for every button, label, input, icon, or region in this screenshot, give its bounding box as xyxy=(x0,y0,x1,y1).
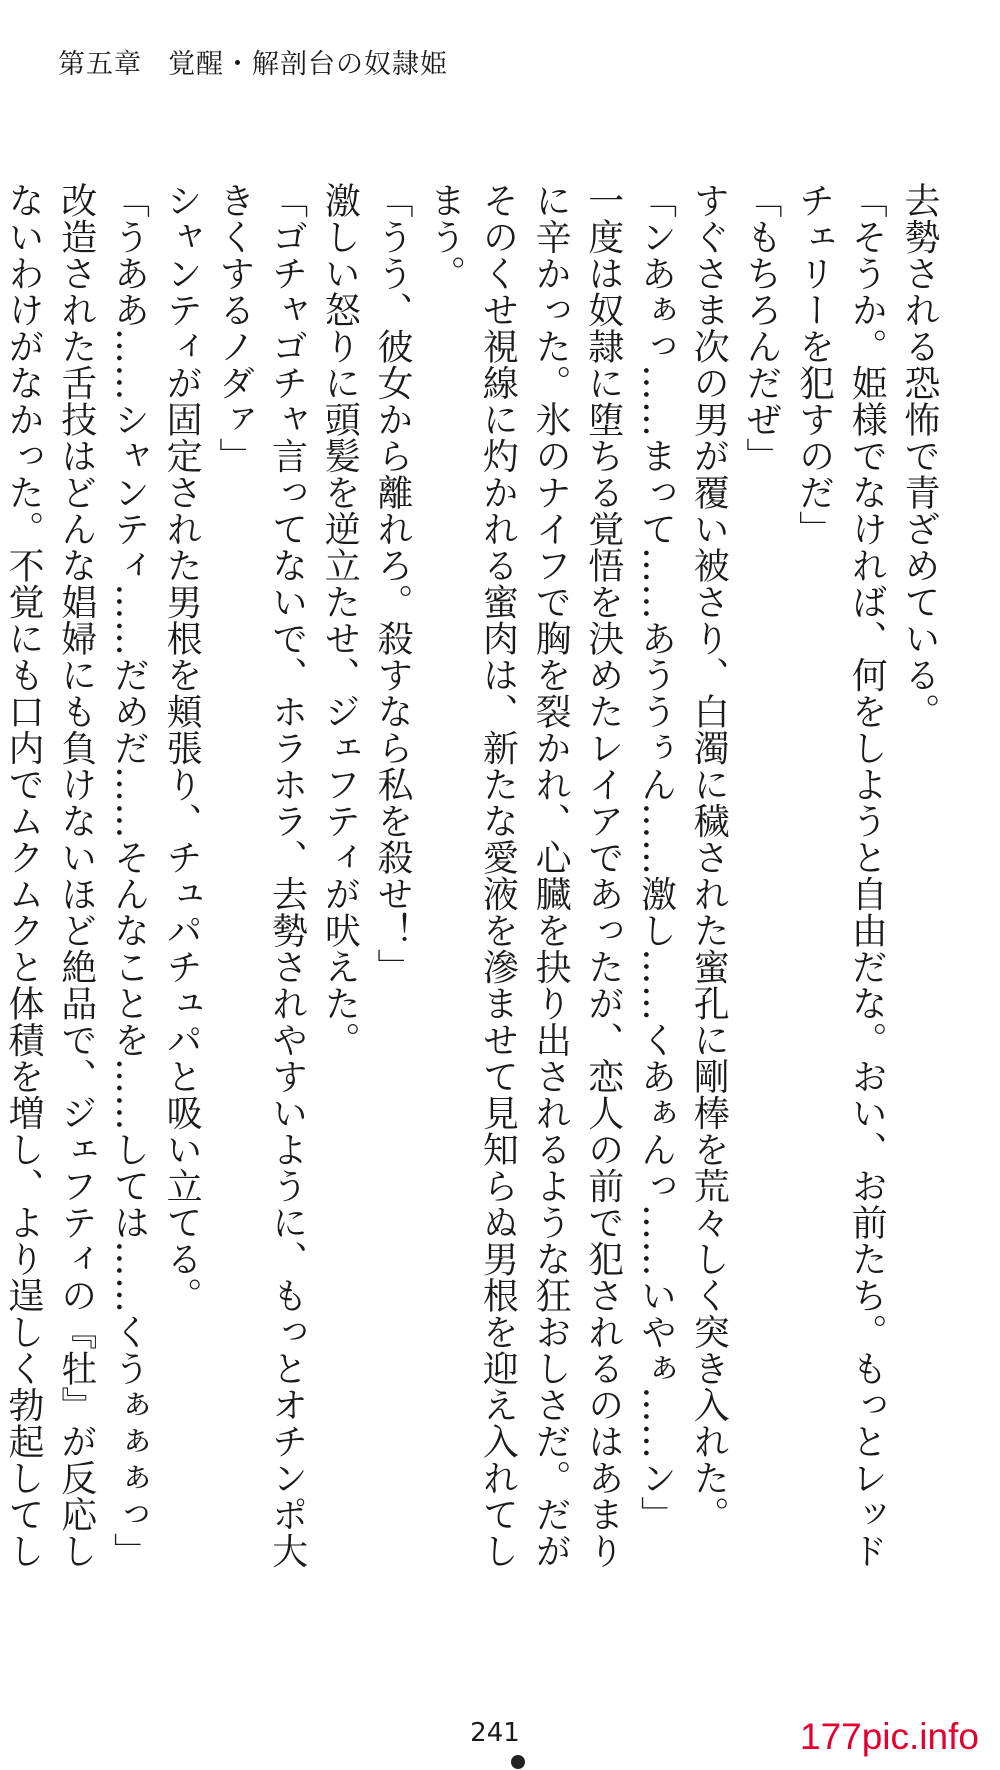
folio-dot xyxy=(511,1755,525,1769)
paragraph: 一度は奴隷に堕ちる覚悟を決めたレイアであったが、恋人の前で犯されるのはあまりに辛かった。氷のナイフで胸を裂かれ、心臓を抉り出されるような狂おしさだ。だがそのくせ視線に灼かれる蜜肉は、新たな愛液を滲ませて見知らぬ男根を迎え入れてしまう。 xyxy=(424,182,624,1569)
chapter-label: 第五章 xyxy=(58,49,142,80)
paragraph: シャンティが固定された男根を頬張り、チュパチュパと吸い立てる。 xyxy=(161,182,203,1314)
page-number: 241 xyxy=(470,1718,520,1748)
paragraph: 「ゴチャゴチャ言ってないで、ホラホラ、去勢されやすいように、もっとオチンポ大きくするノダァ」 xyxy=(213,182,308,1569)
paragraph: 改造された舌技はどんな娼婦にも負けないほど絶品で、ジェフティの『牡』が反応しないわけがなかった。不覚にも口内でムクムクと体積を増し、より逞しく勃起してし xyxy=(3,182,97,1569)
paragraph: 「もちろんだぜ」 xyxy=(740,182,782,474)
chapter-title: 覚醒・解剖台の奴隷姫 xyxy=(168,49,448,80)
paragraph: 「うああ……シャンティ……だめだ……そんなことを……しては……くうぁぁぁっ」 xyxy=(108,182,150,1569)
paragraph: 激しい怒りに頭髪を逆立たせ、ジェフティが吠えた。 xyxy=(319,182,361,1058)
paragraph: 「そうか。姫様でなければ、何をしようと自由だな。おい、お前たち。もっとレッドチェリーを犯すのだ」 xyxy=(793,182,888,1569)
paragraph: 去勢される恐怖で青ざめている。 xyxy=(899,182,940,730)
running-header xyxy=(58,42,448,81)
paragraph: 「うう、彼女から離れろ。殺すなら私を殺せ！」 xyxy=(371,182,413,985)
paragraph: すぐさま次の男が覆い被さり、白濁に穢された蜜孔に剛棒を荒々しく突き入れた。 xyxy=(688,182,730,1533)
vertical-text-body xyxy=(3,182,945,1592)
watermark: 177pic.info xyxy=(800,1716,979,1757)
paragraph: 「ンあぁっ……まって……あううぅん……激し……くあぁんっ……いやぁ……ン」 xyxy=(635,182,677,1533)
